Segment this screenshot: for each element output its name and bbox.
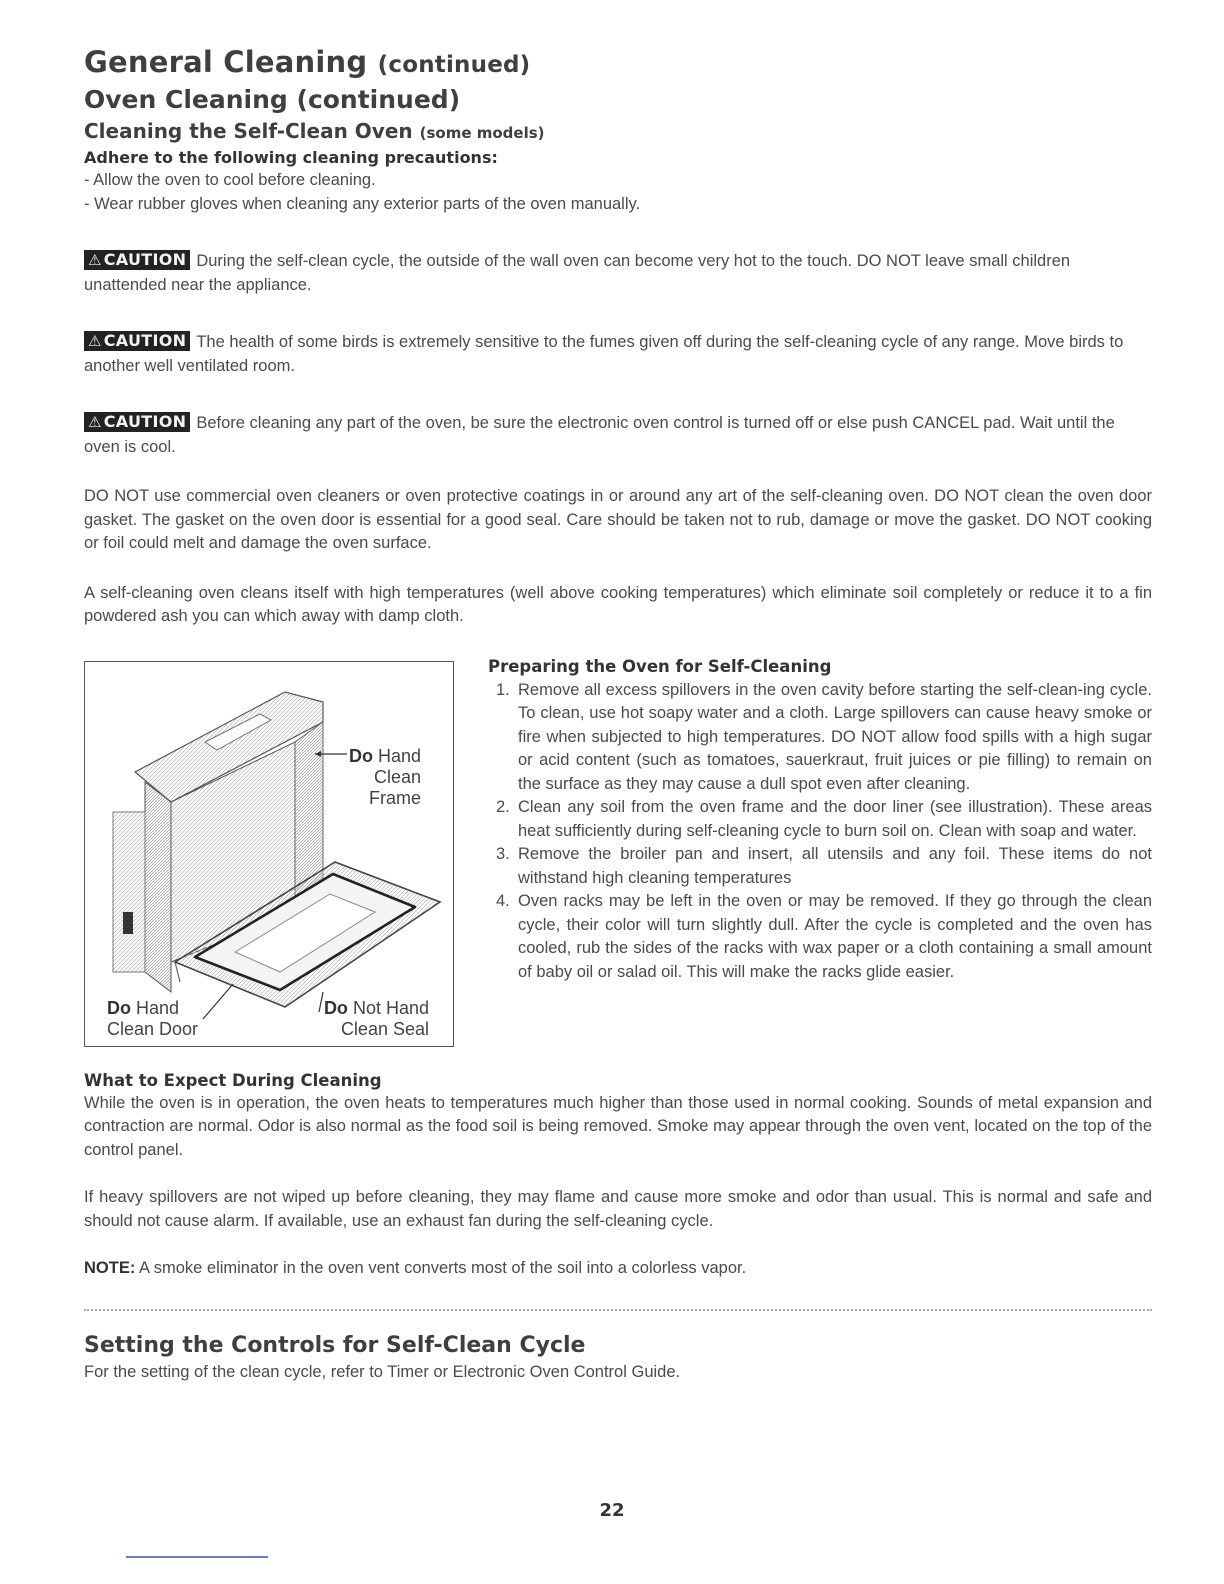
label-emphasis: Do — [348, 745, 373, 766]
caution-notice — [84, 412, 1152, 459]
expect-paragraph: While the oven is in operation, the oven heats to temperatures much higher than those used in normal cooking. Sounds of metal expansion and contraction are normal. Odor is also normal as the food soil is being removed. Smoke may appear through the oven vent, located on the top of the control panel. — [84, 1093, 1152, 1159]
oven-illustration — [84, 661, 454, 1047]
caution-label: CAUTION — [103, 331, 187, 350]
preparing-section — [488, 655, 1152, 985]
label-do-not-hand-clean-seal — [317, 998, 429, 1040]
label-text: Not Hand — [352, 997, 429, 1018]
controls-text: For the setting of the clean cycle, refer to Timer or Electronic Oven Control Guide. — [84, 1362, 681, 1381]
label-do-hand-clean-door — [107, 998, 198, 1040]
precautions-title: Adhere to the following cleaning precautions: — [84, 148, 498, 167]
title-suffix: (continued) — [377, 52, 531, 78]
step-number: 2. — [496, 798, 510, 816]
expect-paragraph: If heavy spillovers are not wiped up before cleaning, they may flame and cause more smoke and odor than usual. This is normal and safe and should not cause alarm. If available, use an exhaust fan during the self-cleaning cycle. — [84, 1188, 1152, 1230]
self-clean-explanation-paragraph: A self-cleaning oven cleans itself with high temperatures (well above cooking temperatures) which eliminate soil completely or reduce it to a fin powdered ash you can which away with damp cloth. — [84, 583, 1152, 625]
label-text: Frame — [368, 787, 421, 808]
section-divider — [84, 1309, 1152, 1311]
caution-label: CAUTION — [103, 250, 187, 269]
warning-triangle-icon: ⚠ — [88, 332, 102, 350]
caution-notice — [84, 250, 1152, 297]
gasket-warning-paragraph: DO NOT use commercial oven cleaners or oven protective coatings in or around any art of the self-cleaning oven. DO NOT clean the oven door gasket. The gasket on the oven door is essential for a good seal. Care should be taken not to rub, damage or move the gasket. DO NOT cooking or foil could melt and damage the oven surface. — [84, 487, 1152, 552]
caution-badge — [84, 412, 190, 432]
step-item — [488, 796, 1152, 843]
illustration-and-steps — [84, 655, 1152, 1065]
section-title: Oven Cleaning (continued) — [84, 85, 461, 114]
label-emphasis: Do — [323, 997, 348, 1018]
step-item — [488, 890, 1152, 984]
controls-title: Setting the Controls for Self-Clean Cycle — [84, 1332, 586, 1358]
title-text: General Cleaning — [84, 45, 368, 79]
step-text: Oven racks may be left in the oven or may be removed. If they go through the clean cycle, their color will turn slightly dull. After the cycle is completed and the oven has cooled, rub the sides of the racks with wax paper or a cloth containing a small amount of baby oil or salad oil. This will make the racks glide easier. — [518, 892, 1152, 981]
caution-text: During the self-clean cycle, the outside of the wall oven can become very hot to the touch. DO NOT leave small children unattended near the appliance. — [84, 252, 1071, 294]
warning-triangle-icon: ⚠ — [88, 413, 102, 431]
precautions-list — [84, 169, 1152, 216]
step-text: Clean any soil from the oven frame and the door liner (see illustration). These areas heat sufficiently during self-cleaning cycle to burn soil on. Clean with soap and water. — [518, 798, 1152, 840]
note-text: A smoke eliminator in the oven vent converts most of the soil into a colorless vapor. — [139, 1259, 747, 1277]
page-title — [84, 44, 1152, 83]
step-text: Remove all excess spillovers in the oven cavity before starting the self-clean-ing cycle. To clean, use hot soapy water and a cloth. Large spillovers can cause heavy smoke or fire when subjected to high temperatures. DO NOT allow food spills with a high sugar or acid content (such as tomatoes, sauerkraut, fruit juices or pie filling) to remain on the surface as they may cause a dull spot even after cleaning. — [518, 680, 1152, 793]
step-item — [488, 843, 1152, 890]
page-number: 22 — [599, 1500, 625, 1521]
caution-text: The health of some birds is extremely sensitive to the fumes given off during the self-cleaning cycle of any range. Move birds to another well ventilated room. — [84, 333, 1124, 375]
label-text: Hand — [377, 745, 421, 766]
expect-title: What to Expect During Cleaning — [84, 1070, 382, 1090]
subsection-suffix: (some models) — [419, 124, 545, 142]
manual-page — [84, 44, 1152, 1384]
step-number: 1. — [496, 680, 510, 699]
precaution-item: - Wear rubber gloves when cleaning any exterior parts of the oven manually. — [84, 193, 1152, 217]
label-text: Clean Door — [107, 1018, 199, 1039]
expect-section — [84, 1069, 1152, 1281]
step-item — [488, 679, 1152, 797]
controls-section — [84, 1331, 1152, 1385]
preparing-steps — [488, 679, 1152, 985]
label-text: Hand — [136, 997, 180, 1018]
caution-notice — [84, 331, 1152, 378]
caution-badge — [84, 250, 190, 270]
label-emphasis: Do — [107, 997, 131, 1018]
step-text: Remove the broiler pan and insert, all utensils and any foil. These items do not withstand high cleaning temperatures — [518, 845, 1152, 887]
subsection-title — [84, 118, 1152, 147]
caution-label: CAUTION — [103, 412, 187, 431]
step-number: 3. — [496, 845, 510, 863]
caution-badge — [84, 331, 190, 351]
preparing-title: Preparing the Oven for Self-Cleaning — [488, 656, 832, 676]
note-label: NOTE: — [84, 1259, 136, 1277]
precaution-item: - Allow the oven to cool before cleaning. — [84, 169, 1152, 193]
label-do-hand-clean-frame — [347, 746, 421, 809]
note-paragraph — [84, 1257, 1152, 1281]
caution-text: Before cleaning any part of the oven, be sure the electronic oven control is turned off or else push CANCEL pad. Wait until the oven is cool. — [84, 414, 1115, 456]
subsection-text: Cleaning the Self-Clean Oven — [84, 119, 413, 143]
footer-rule — [126, 1556, 268, 1558]
warning-triangle-icon: ⚠ — [88, 251, 102, 269]
label-text: Clean — [373, 766, 421, 787]
step-number: 4. — [496, 892, 510, 910]
label-text: Clean Seal — [340, 1018, 429, 1039]
oven-drawing — [85, 662, 453, 1046]
